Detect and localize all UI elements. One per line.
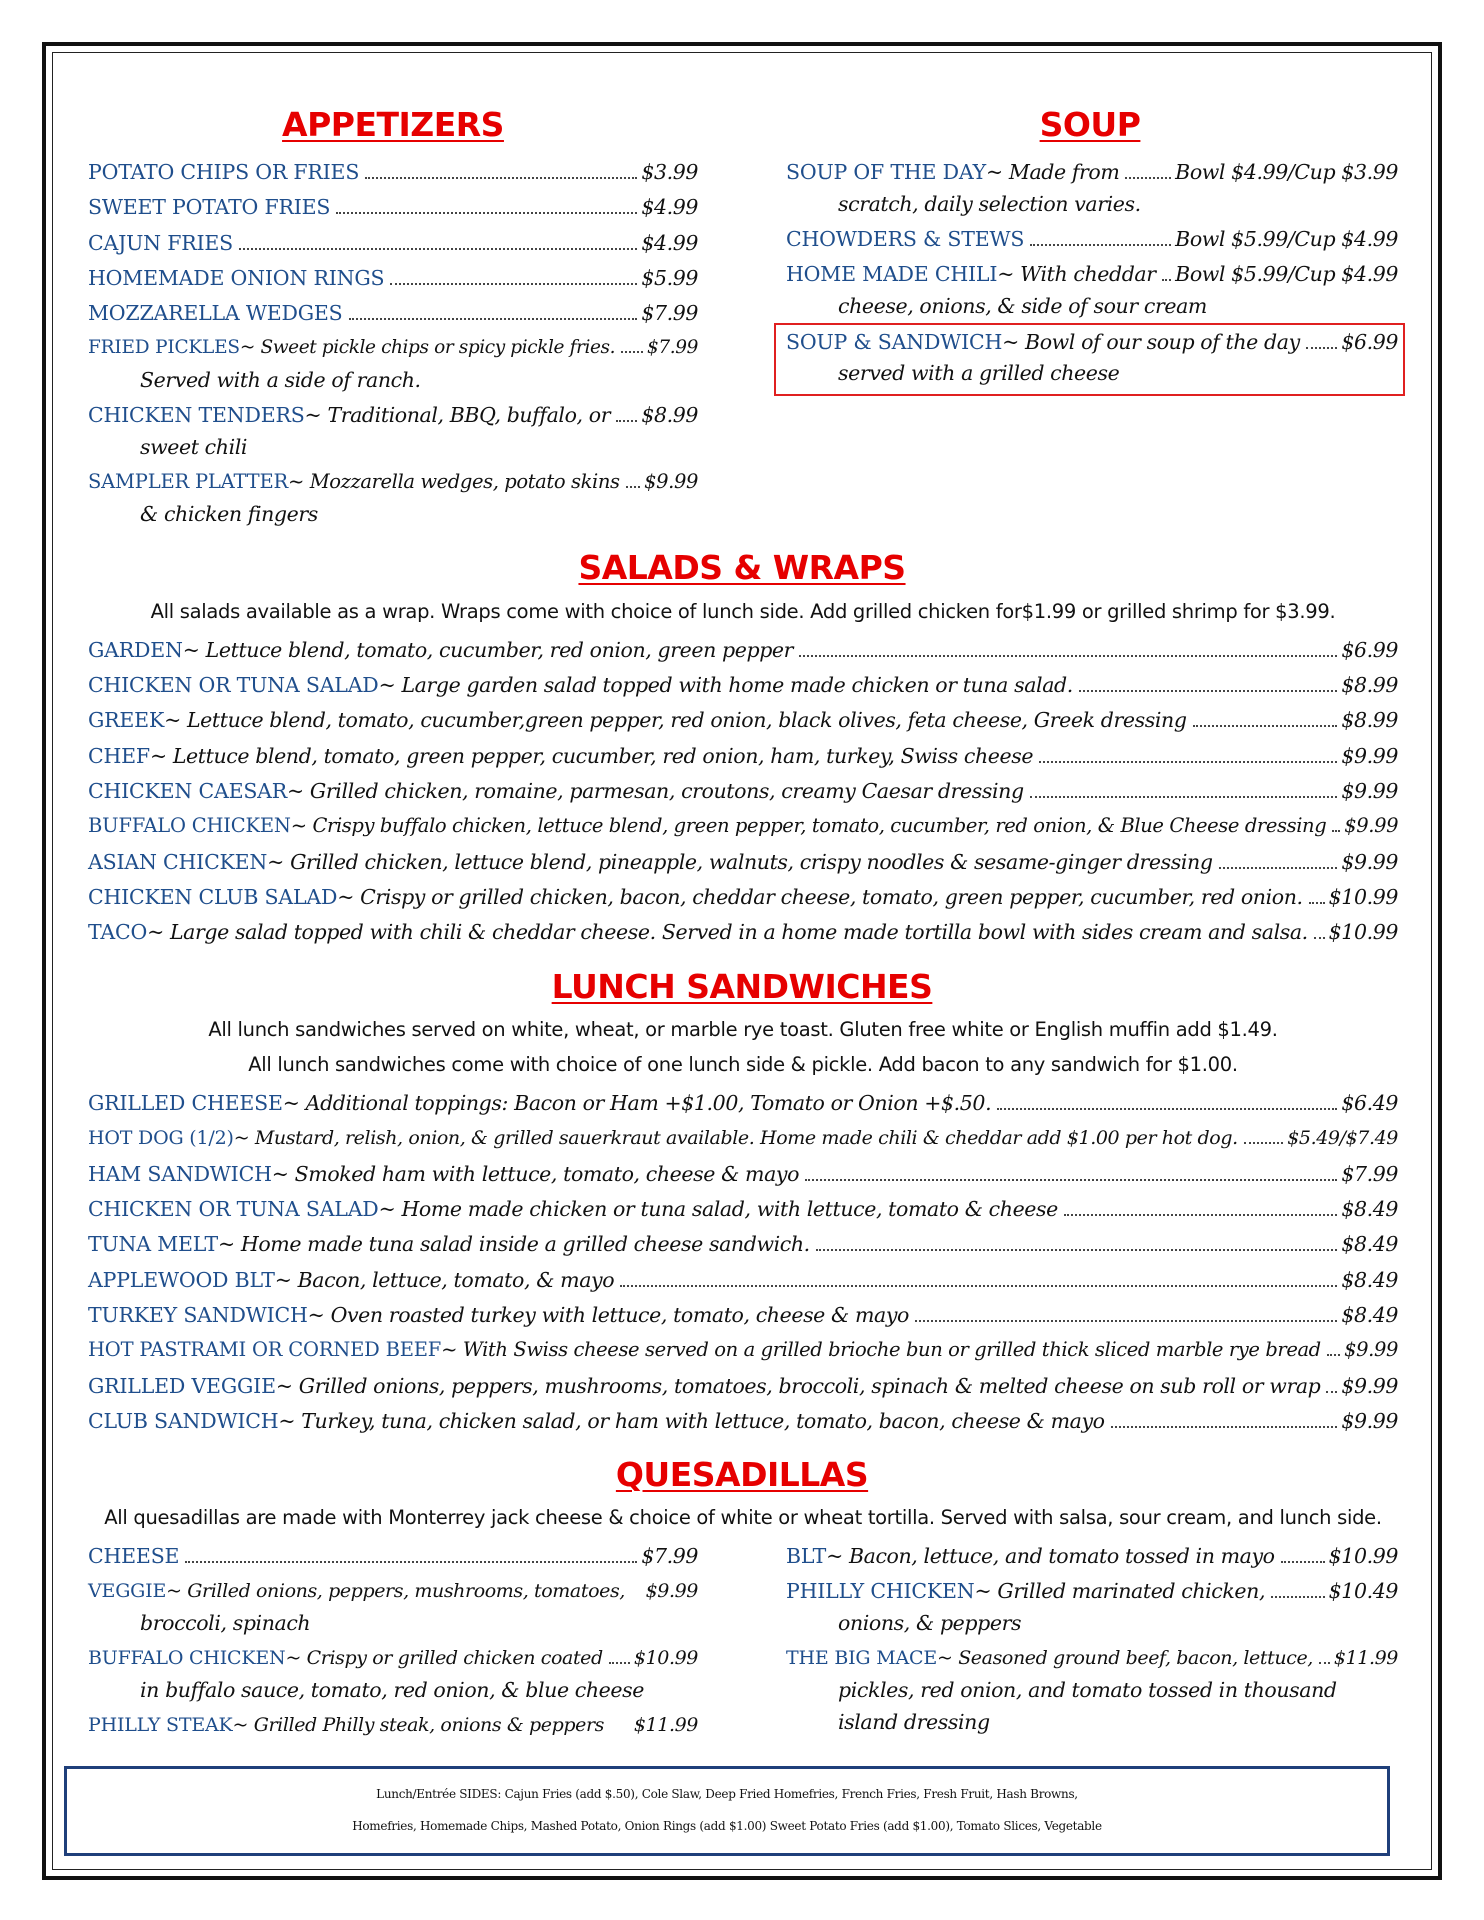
item-desc: ~ Lettuce blend, tomato, cucumber,green pepper, red onion, black olives, feta cheese, Greek dressing — [164, 708, 1187, 732]
menu-item — [88, 191, 698, 223]
dot-leader — [621, 351, 643, 353]
item-name: BUFFALO CHICKEN — [88, 814, 291, 837]
menu-item — [88, 916, 1398, 948]
menu-item — [88, 1370, 1398, 1402]
item-desc-continued: pickles, red onion, and tomato tossed in thousand — [838, 1678, 1337, 1702]
menu-item — [88, 704, 1398, 736]
item-name: ASIAN CHICKEN — [88, 850, 268, 874]
item-price: $8.49 — [1341, 1197, 1398, 1221]
dot-leader — [1030, 796, 1338, 798]
item-name: CAJUN FRIES — [88, 231, 234, 255]
item-name: MOZZARELLA WEDGES — [88, 301, 343, 325]
item-price: $9.99 — [645, 1580, 698, 1602]
dot-leader — [1326, 1391, 1337, 1393]
item-price: $8.49 — [1341, 1303, 1398, 1327]
menu-item — [786, 156, 1398, 188]
dot-leader — [816, 1249, 1338, 1251]
item-desc: ~ Seasoned ground beef, bacon, lettuce, — [937, 1647, 1313, 1669]
item-desc: ~ Bowl of our soup of the day — [1002, 330, 1300, 354]
menu-item — [88, 332, 698, 364]
item-price: $9.99 — [1341, 850, 1398, 874]
item-price: $8.99 — [1341, 708, 1398, 732]
item-name: CHEF — [88, 744, 150, 768]
section-note: All lunch sandwiches come with choice of one lunch side & pickle. Add bacon to any sandwich for $1.00. — [248, 1053, 1238, 1076]
item-desc: ~ Made from — [985, 160, 1120, 184]
item-desc: ~ Home made chicken or tuna salad, with lettuce, tomato & cheese — [378, 1197, 1058, 1221]
menu-item — [88, 297, 698, 329]
item-price: $6.99 — [1341, 330, 1398, 354]
dot-leader — [1271, 1596, 1325, 1598]
menu-item — [88, 1193, 1398, 1225]
item-name: TUNA MELT — [88, 1232, 218, 1256]
item-price: $7.99 — [641, 1544, 698, 1568]
item-price: $11.99 — [633, 1714, 698, 1736]
item-name: SOUP OF THE DAY — [786, 160, 986, 184]
item-price: $9.99 — [1341, 1374, 1398, 1398]
menu-item — [786, 1575, 1398, 1607]
item-desc-continued: island dressing — [838, 1710, 990, 1734]
item-desc: ~ Additional toppings: Bacon or Ham +$1.00, Tomato or Onion +$.50. — [282, 1091, 992, 1115]
dot-leader — [1244, 1142, 1283, 1144]
item-name: PHILLY STEAK — [88, 1714, 233, 1736]
menu-item — [786, 1642, 1398, 1674]
menu-item — [88, 1087, 1398, 1119]
item-desc: ~ Crispy buffalo chicken, lettuce blend, green pepper, tomato, cucumber, red onion, & Blue Cheese dressing — [290, 814, 1327, 837]
item-name: GARDEN — [88, 638, 183, 662]
item-name: HOMEMADE ONION RINGS — [88, 266, 385, 290]
item-price: $7.99 — [647, 337, 698, 358]
dot-leader — [1111, 1426, 1338, 1428]
item-name: TACO — [88, 920, 148, 944]
dot-leader — [390, 283, 637, 285]
dot-leader — [1079, 690, 1337, 692]
item-desc: ~ With cheddar — [997, 262, 1156, 286]
item-desc: ~ Lettuce blend, tomato, green pepper, cucumber, red onion, ham, turkey, Swiss cheese — [149, 744, 1034, 768]
dot-leader — [997, 1108, 1337, 1110]
appetizers-title: APPETIZERS — [282, 105, 504, 144]
item-name: BLT — [786, 1544, 827, 1568]
dot-leader — [1030, 244, 1171, 246]
item-name: GREEK — [88, 708, 165, 732]
item-desc: ~ Turkey, tuna, chicken salad, or ham with lettuce, tomato, bacon, cheese & mayo — [278, 1409, 1105, 1433]
item-desc-continued: & chicken fingers — [140, 502, 318, 526]
item-name: CHICKEN OR TUNA SALAD — [88, 1197, 379, 1221]
menu-item — [88, 227, 698, 259]
dot-leader — [1332, 830, 1340, 832]
item-desc-continued: onions, & peppers — [838, 1611, 1022, 1635]
item-name: CHICKEN CLUB SALAD — [88, 885, 338, 909]
item-desc: ~ Crispy or grilled chicken coated — [285, 1647, 603, 1669]
dot-leader — [365, 177, 637, 179]
item-desc: ~ Grilled marinated chicken, — [974, 1579, 1266, 1603]
dot-leader — [1327, 1354, 1340, 1356]
item-desc-continued: scratch, daily selection varies. — [838, 192, 1141, 216]
item-name: HOT PASTRAMI OR CORNED BEEF — [88, 1338, 442, 1361]
item-price: $3.99 — [641, 160, 698, 184]
dot-leader — [336, 212, 637, 214]
item-price: $10.99 — [633, 1647, 698, 1669]
item-name: POTATO CHIPS OR FRIES — [88, 160, 360, 184]
menu-item — [88, 1540, 698, 1572]
menu-item — [88, 846, 1398, 878]
menu-item — [88, 1264, 1398, 1296]
section-note: All quesadillas are made with Monterrey jack cheese & choice of white or wheat tortilla. Served with salsa, sour cream, and lunch side. — [104, 1506, 1382, 1529]
dot-leader — [185, 1561, 637, 1563]
item-desc: ~ Crispy or grilled chicken, bacon, cheddar cheese, tomato, green pepper, cucumber, red onion. — [337, 885, 1303, 909]
item-desc: ~ Grilled onions, peppers, mushrooms, tomatoes, broccoli, spinach & melted cheese on sub roll or wrap — [275, 1374, 1321, 1398]
dot-leader — [799, 655, 1337, 657]
item-price: $9.99 — [1344, 1338, 1398, 1361]
dot-leader — [620, 1285, 1337, 1287]
item-price: $10.49 — [1328, 1579, 1398, 1603]
item-desc: ~ Mozzarella wedges, potato skins — [287, 470, 620, 493]
item-price: $7.99 — [1341, 1162, 1398, 1186]
item-price: $10.99 — [1328, 885, 1398, 909]
item-price: $6.49 — [1341, 1091, 1398, 1115]
item-price: $8.49 — [1341, 1268, 1398, 1292]
item-name: TURKEY SANDWICH — [88, 1303, 308, 1327]
menu-item — [88, 1228, 1398, 1260]
item-name: THE BIG MACE — [786, 1647, 938, 1669]
salads-title: SALADS & WRAPS — [578, 548, 906, 587]
dot-leader — [349, 318, 638, 320]
item-desc-continued: served with a grilled cheese — [838, 361, 1120, 385]
item-name: GRILLED VEGGIE — [88, 1374, 276, 1398]
menu-item — [88, 669, 1398, 701]
item-desc: ~ Bacon, lettuce, and tomato tossed in mayo — [826, 1544, 1275, 1568]
dot-leader — [1319, 1662, 1330, 1664]
item-desc-continued: Served with a side of ranch. — [140, 368, 421, 392]
item-desc: ~ Large garden salad topped with home made chicken or tuna salad. — [378, 673, 1073, 697]
sides-line: Lunch/Entrée SIDES: Cajun Fries (add $.50), Cole Slaw, Deep Fried Homefries, French Fries, Fresh Fruit, Hash Browns, — [376, 1787, 1078, 1801]
item-desc: ~ Bacon, lettuce, tomato, & mayo — [274, 1268, 615, 1292]
item-name: CHICKEN TENDERS — [88, 403, 305, 427]
dot-leader — [1125, 177, 1171, 179]
item-name: BUFFALO CHICKEN — [88, 1647, 286, 1669]
item-desc: ~ Traditional, BBQ, buffalo, or — [304, 403, 611, 427]
item-price: $8.99 — [641, 403, 698, 427]
menu-item — [88, 1299, 1398, 1331]
item-name: HAM SANDWICH — [88, 1162, 272, 1186]
item-desc: ~ Home made tuna salad inside a grilled cheese sandwich. — [217, 1232, 810, 1256]
dot-leader — [616, 420, 637, 422]
item-desc: ~ Smoked ham with lettuce, tomato, cheese & mayo — [271, 1162, 800, 1186]
dot-leader — [239, 248, 637, 250]
item-price: $9.99 — [1341, 744, 1398, 768]
dot-leader — [1162, 279, 1172, 281]
item-price: $9.99 — [1344, 814, 1399, 837]
item-name: SAMPLER PLATTER — [88, 470, 288, 493]
item-price: $11.99 — [1333, 1647, 1398, 1669]
dot-leader — [1281, 1561, 1325, 1563]
dot-leader — [1193, 725, 1338, 727]
item-price: $10.99 — [1328, 1544, 1398, 1568]
item-price: Bowl $5.99/Cup $4.99 — [1175, 262, 1398, 286]
item-name: CHOWDERS & STEWS — [786, 227, 1025, 251]
item-price: $10.99 — [1328, 920, 1398, 944]
section-note: All lunch sandwiches served on white, wheat, or marble rye toast. Gluten free white or English muffin add $1.49. — [208, 1018, 1278, 1041]
menu-item — [88, 881, 1398, 913]
item-name: CHEESE — [88, 1544, 180, 1568]
item-name: HOME MADE CHILI — [786, 262, 998, 286]
menu-item — [88, 1158, 1398, 1190]
item-desc: ~ Lettuce blend, tomato, cucumber, red onion, green pepper — [182, 638, 794, 662]
quesadillas-title: QUESADILLAS — [615, 1455, 869, 1494]
menu-item — [88, 1122, 1398, 1154]
item-name: PHILLY CHICKEN — [786, 1579, 975, 1603]
item-desc: ~ Oven roasted turkey with lettuce, tomato, cheese & mayo — [307, 1303, 909, 1327]
item-price: $9.99 — [1341, 779, 1398, 803]
item-desc-continued: in buffalo sauce, tomato, red onion, & blue cheese — [140, 1678, 645, 1702]
menu-item — [88, 1709, 698, 1741]
item-name: HOT DOG (1/2) — [88, 1127, 234, 1149]
menu-item — [786, 1540, 1398, 1572]
item-price: Bowl $5.99/Cup $4.99 — [1175, 227, 1398, 251]
item-name: GRILLED CHEESE — [88, 1091, 283, 1115]
item-name: CLUB SANDWICH — [88, 1409, 279, 1433]
item-desc: ~ With Swiss cheese served on a grilled brioche bun or grilled thick sliced marble rye bread — [441, 1338, 1321, 1361]
menu-item — [88, 1642, 698, 1674]
item-name: SOUP & SANDWICH — [786, 330, 1003, 354]
dot-leader — [1039, 761, 1337, 763]
menu-item — [786, 258, 1398, 290]
item-desc-continued: broccoli, spinach — [140, 1611, 311, 1635]
sides-line: Homefries, Homemade Chips, Mashed Potato, Onion Rings (add $1.00) Sweet Potato Fries (add $1.00), Tomato Slices, Vegetable — [352, 1819, 1102, 1833]
item-price: $5.99 — [641, 266, 698, 290]
menu-item — [88, 1575, 698, 1607]
menu-item — [786, 223, 1398, 255]
item-desc: ~ Grilled onions, peppers, mushrooms, tomatoes, — [166, 1580, 625, 1602]
item-desc: ~ Grilled chicken, lettuce blend, pineapple, walnuts, crispy noodles & sesame-ginger dressing — [267, 850, 1213, 874]
menu-item — [88, 466, 698, 498]
section-note: All salads available as a wrap. Wraps come with choice of lunch side. Add grilled chicken for$1.99 or grilled shrimp for $3.99. — [150, 600, 1336, 623]
dot-leader — [915, 1320, 1337, 1322]
item-desc-continued: cheese, onions, & side of sour cream — [838, 294, 1207, 318]
item-price: $9.99 — [644, 470, 698, 493]
item-price: $8.99 — [1341, 673, 1398, 697]
dot-leader — [1314, 937, 1325, 939]
dot-leader — [1219, 867, 1338, 869]
dot-leader — [1064, 1214, 1337, 1216]
menu-item — [88, 156, 698, 188]
menu-item — [88, 262, 698, 294]
menu-item — [786, 326, 1398, 358]
menu-item — [88, 399, 698, 431]
menu-item — [88, 810, 1398, 842]
item-name: CHICKEN OR TUNA SALAD — [88, 673, 379, 697]
dot-leader — [1306, 347, 1338, 349]
item-name: APPLEWOOD BLT — [88, 1268, 275, 1292]
menu-item — [88, 740, 1398, 772]
dot-leader — [1309, 902, 1325, 904]
item-price: $9.99 — [1341, 1409, 1398, 1433]
item-desc: ~ Grilled Philly steak, onions & peppers — [232, 1714, 604, 1736]
menu-item — [88, 1334, 1398, 1366]
item-desc: ~ Mustard, relish, onion, & grilled sauerkraut available. Home made chili & cheddar add $1.00 per hot dog. — [233, 1127, 1238, 1149]
dot-leader — [609, 1662, 630, 1664]
item-name: VEGGIE — [88, 1580, 167, 1602]
sides-box — [64, 1766, 1390, 1856]
menu-item — [88, 634, 1398, 666]
item-price: $8.49 — [1341, 1232, 1398, 1256]
dot-leader — [626, 486, 641, 488]
item-desc: ~ Sweet pickle chips or spicy pickle fries. — [239, 337, 616, 358]
item-price: $6.99 — [1341, 638, 1398, 662]
menu-item — [88, 775, 1398, 807]
sandwiches-title: LUNCH SANDWICHES — [551, 967, 933, 1006]
item-price: $4.99 — [641, 195, 698, 219]
item-name: FRIED PICKLES — [88, 337, 240, 358]
menu-item — [88, 1405, 1398, 1437]
item-desc: ~ Large salad topped with chili & cheddar cheese. Served in a home made tortilla bowl with sides cream and salsa. — [147, 920, 1308, 944]
soup-title: SOUP — [1039, 105, 1141, 144]
item-name: SWEET POTATO FRIES — [88, 195, 331, 219]
item-price: $7.99 — [641, 301, 698, 325]
item-price: Bowl $4.99/Cup $3.99 — [1175, 160, 1398, 184]
item-price: $4.99 — [641, 231, 698, 255]
item-name: CHICKEN CAESAR — [88, 779, 288, 803]
item-desc: ~ Grilled chicken, romaine, parmesan, croutons, creamy Caesar dressing — [287, 779, 1024, 803]
item-desc-continued: sweet chili — [140, 435, 248, 459]
item-price: $5.49/$7.49 — [1287, 1127, 1398, 1149]
dot-leader — [805, 1179, 1337, 1181]
